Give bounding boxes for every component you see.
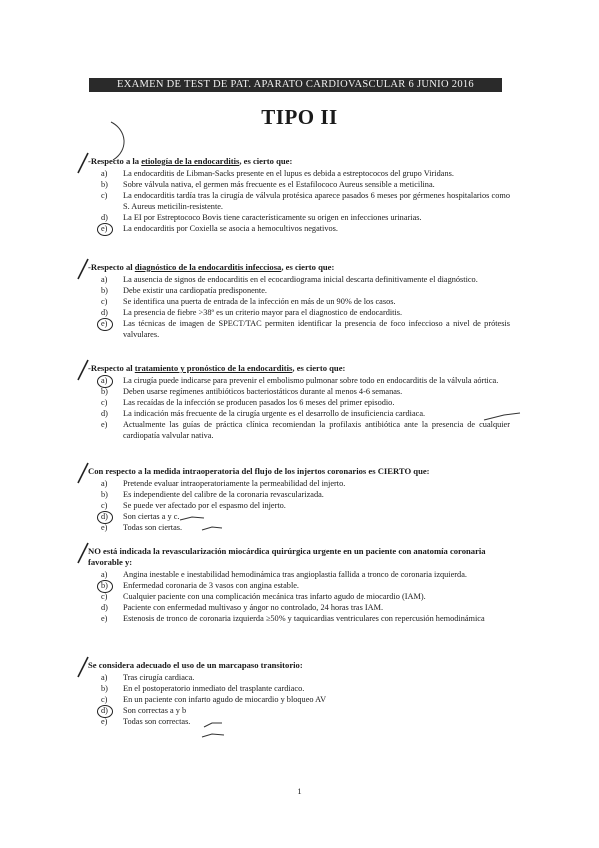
option-c[interactable]: c) La endocarditis tardía tras la cirugía de válvula protésica aparece pasados 6 meses por gérmenes hospitalarios como S. Aureus meticilin-resistente. (101, 191, 510, 211)
option-a[interactable]: a) Tras cirugía cardiaca. (101, 673, 195, 682)
option-b[interactable]: b) Debe existir una cardiopatía predisponente. (101, 286, 267, 296)
question-stem: -Respecto a la etiología de la endocarditis, es cierto que: (88, 156, 293, 166)
option-e[interactable]: e) Actualmente las guías de práctica clínica recomiendan la profilaxis antibiótica ante la presencia de cualquier cardiopatía valvular nativa. (101, 420, 510, 440)
options-list (70, 169, 510, 235)
option-b[interactable]: b) Sobre válvula nativa, el germen más frecuente es el Estafilococo Aureus sensible a meticilina. (101, 180, 435, 190)
option-d-selected[interactable]: d) Son ciertas a y c. (70, 512, 510, 523)
option-d[interactable]: d) La EI por Estreptococo Bovis tiene característicamente su origen en infecciones urinarias. (101, 212, 422, 222)
option-b-selected[interactable]: b) Enfermedad coronaria de 3 vasos con angina estable. (70, 581, 510, 592)
option-b[interactable]: b) Es independiente del calibre de la coronaria revascularizada. (101, 490, 324, 500)
question-stem: -Respecto al tratamiento y pronóstico de la endocarditis, es cierto que: (88, 363, 346, 373)
option-a[interactable]: a) Angina inestable e inestabilidad hemodinámica tras angioplastia fallida a tronco de coronaria izquierda. (101, 570, 467, 579)
question-6 (70, 660, 510, 728)
options-list (70, 570, 510, 625)
question-stem: Con respecto a la medida intraoperatoria del flujo de los injertos coronarios es CIERTO que: (88, 466, 430, 476)
question-1 (70, 156, 510, 235)
options-list (70, 376, 510, 442)
options-list (70, 673, 510, 728)
question-3 (70, 363, 510, 442)
question-5 (70, 546, 510, 625)
option-e[interactable]: e) Todas son ciertas. (101, 523, 183, 533)
option-d[interactable]: d) La indicación más frecuente de la cirugía urgente es el desarrollo de insuficiencia cardiaca. (101, 409, 426, 419)
option-d[interactable]: d) Paciente con enfermedad multivaso y ángor no controlado, 24 horas tras IAM. (101, 603, 384, 613)
option-c[interactable]: c) Se identifica una puerta de entrada de la infección en más de un 90% de los casos. (101, 297, 396, 307)
option-e[interactable]: e) Todas son correctas. (101, 717, 191, 727)
option-a[interactable]: a) La ausencia de signos de endocarditis en el ecocardiograma inicial descarta definitivamente el diagnóstico. (101, 275, 478, 284)
option-a-selected[interactable]: a) La cirugía puede indicarse para prevenir el embolismo pulmonar sobre todo en endocarditis de la válvula aórtica. (70, 376, 510, 387)
question-4 (70, 466, 510, 534)
option-e-selected[interactable]: e) La endocarditis por Coxiella se asocia a hemocultivos negativos. (70, 224, 510, 235)
option-e[interactable]: e) Estenosis de tronco de coronaria izquierda ≥50% y taquicardias ventriculares con repercusión hemodinámica (101, 614, 485, 624)
option-c[interactable]: c) En un paciente con infarto agudo de miocardio y bloqueo AV (101, 695, 327, 705)
options-list (70, 275, 510, 341)
question-stem: Se considera adecuado el uso de un marcapaso transitorio: (88, 660, 303, 670)
question-2 (70, 262, 510, 341)
option-b[interactable]: b) En el postoperatorio inmediato del trasplante cardiaco. (101, 684, 305, 694)
option-c[interactable]: c) Las recaídas de la infección se producen pasados los 6 meses del primer episodio. (101, 398, 395, 408)
option-d[interactable]: d) La presencia de fiebre >38º es un criterio mayor para el diagnostico de endocarditis. (101, 308, 403, 318)
question-stem: -Respecto al diagnóstico de la endocarditis infecciosa, es cierto que: (88, 262, 335, 272)
option-b[interactable]: b) Deben usarse regímenes antibióticos bacteriostáticos durante al menos 4-6 semanas. (101, 387, 403, 397)
option-d-selected[interactable]: d) Son correctas a y b (70, 706, 510, 717)
exam-title: TIPO II (261, 105, 338, 129)
exam-header: EXAMEN DE TEST DE PAT. APARATO CARDIOVASCULAR 6 JUNIO 2016 (89, 78, 502, 92)
question-stem: NO está indicada la revascularización miocárdica quirúrgica urgente en un paciente con anatomía coronaria favorable y: (88, 546, 486, 567)
options-list (70, 479, 510, 534)
option-c[interactable]: c) Se puede ver afectado por el espasmo del injerto. (101, 501, 286, 511)
option-c[interactable]: c) Cualquier paciente con una complicación mecánica tras infarto agudo de miocardio (IAM). (101, 592, 426, 602)
option-a[interactable]: a) Pretende evaluar intraoperatoriamente la permeabilidad del injerto. (101, 479, 346, 488)
option-a[interactable]: a) La endocarditis de Libman-Sacks presente en el lupus es debida a estreptococos del grupo Viridans. (101, 169, 454, 178)
option-e-selected[interactable]: e) Las técnicas de imagen de SPECT/TAC permiten identificar la presencia de foco infeccioso a nivel de prótesis valvulares. (70, 319, 510, 340)
page-number: 1 (297, 786, 302, 796)
pen-tick-icon (200, 731, 226, 741)
